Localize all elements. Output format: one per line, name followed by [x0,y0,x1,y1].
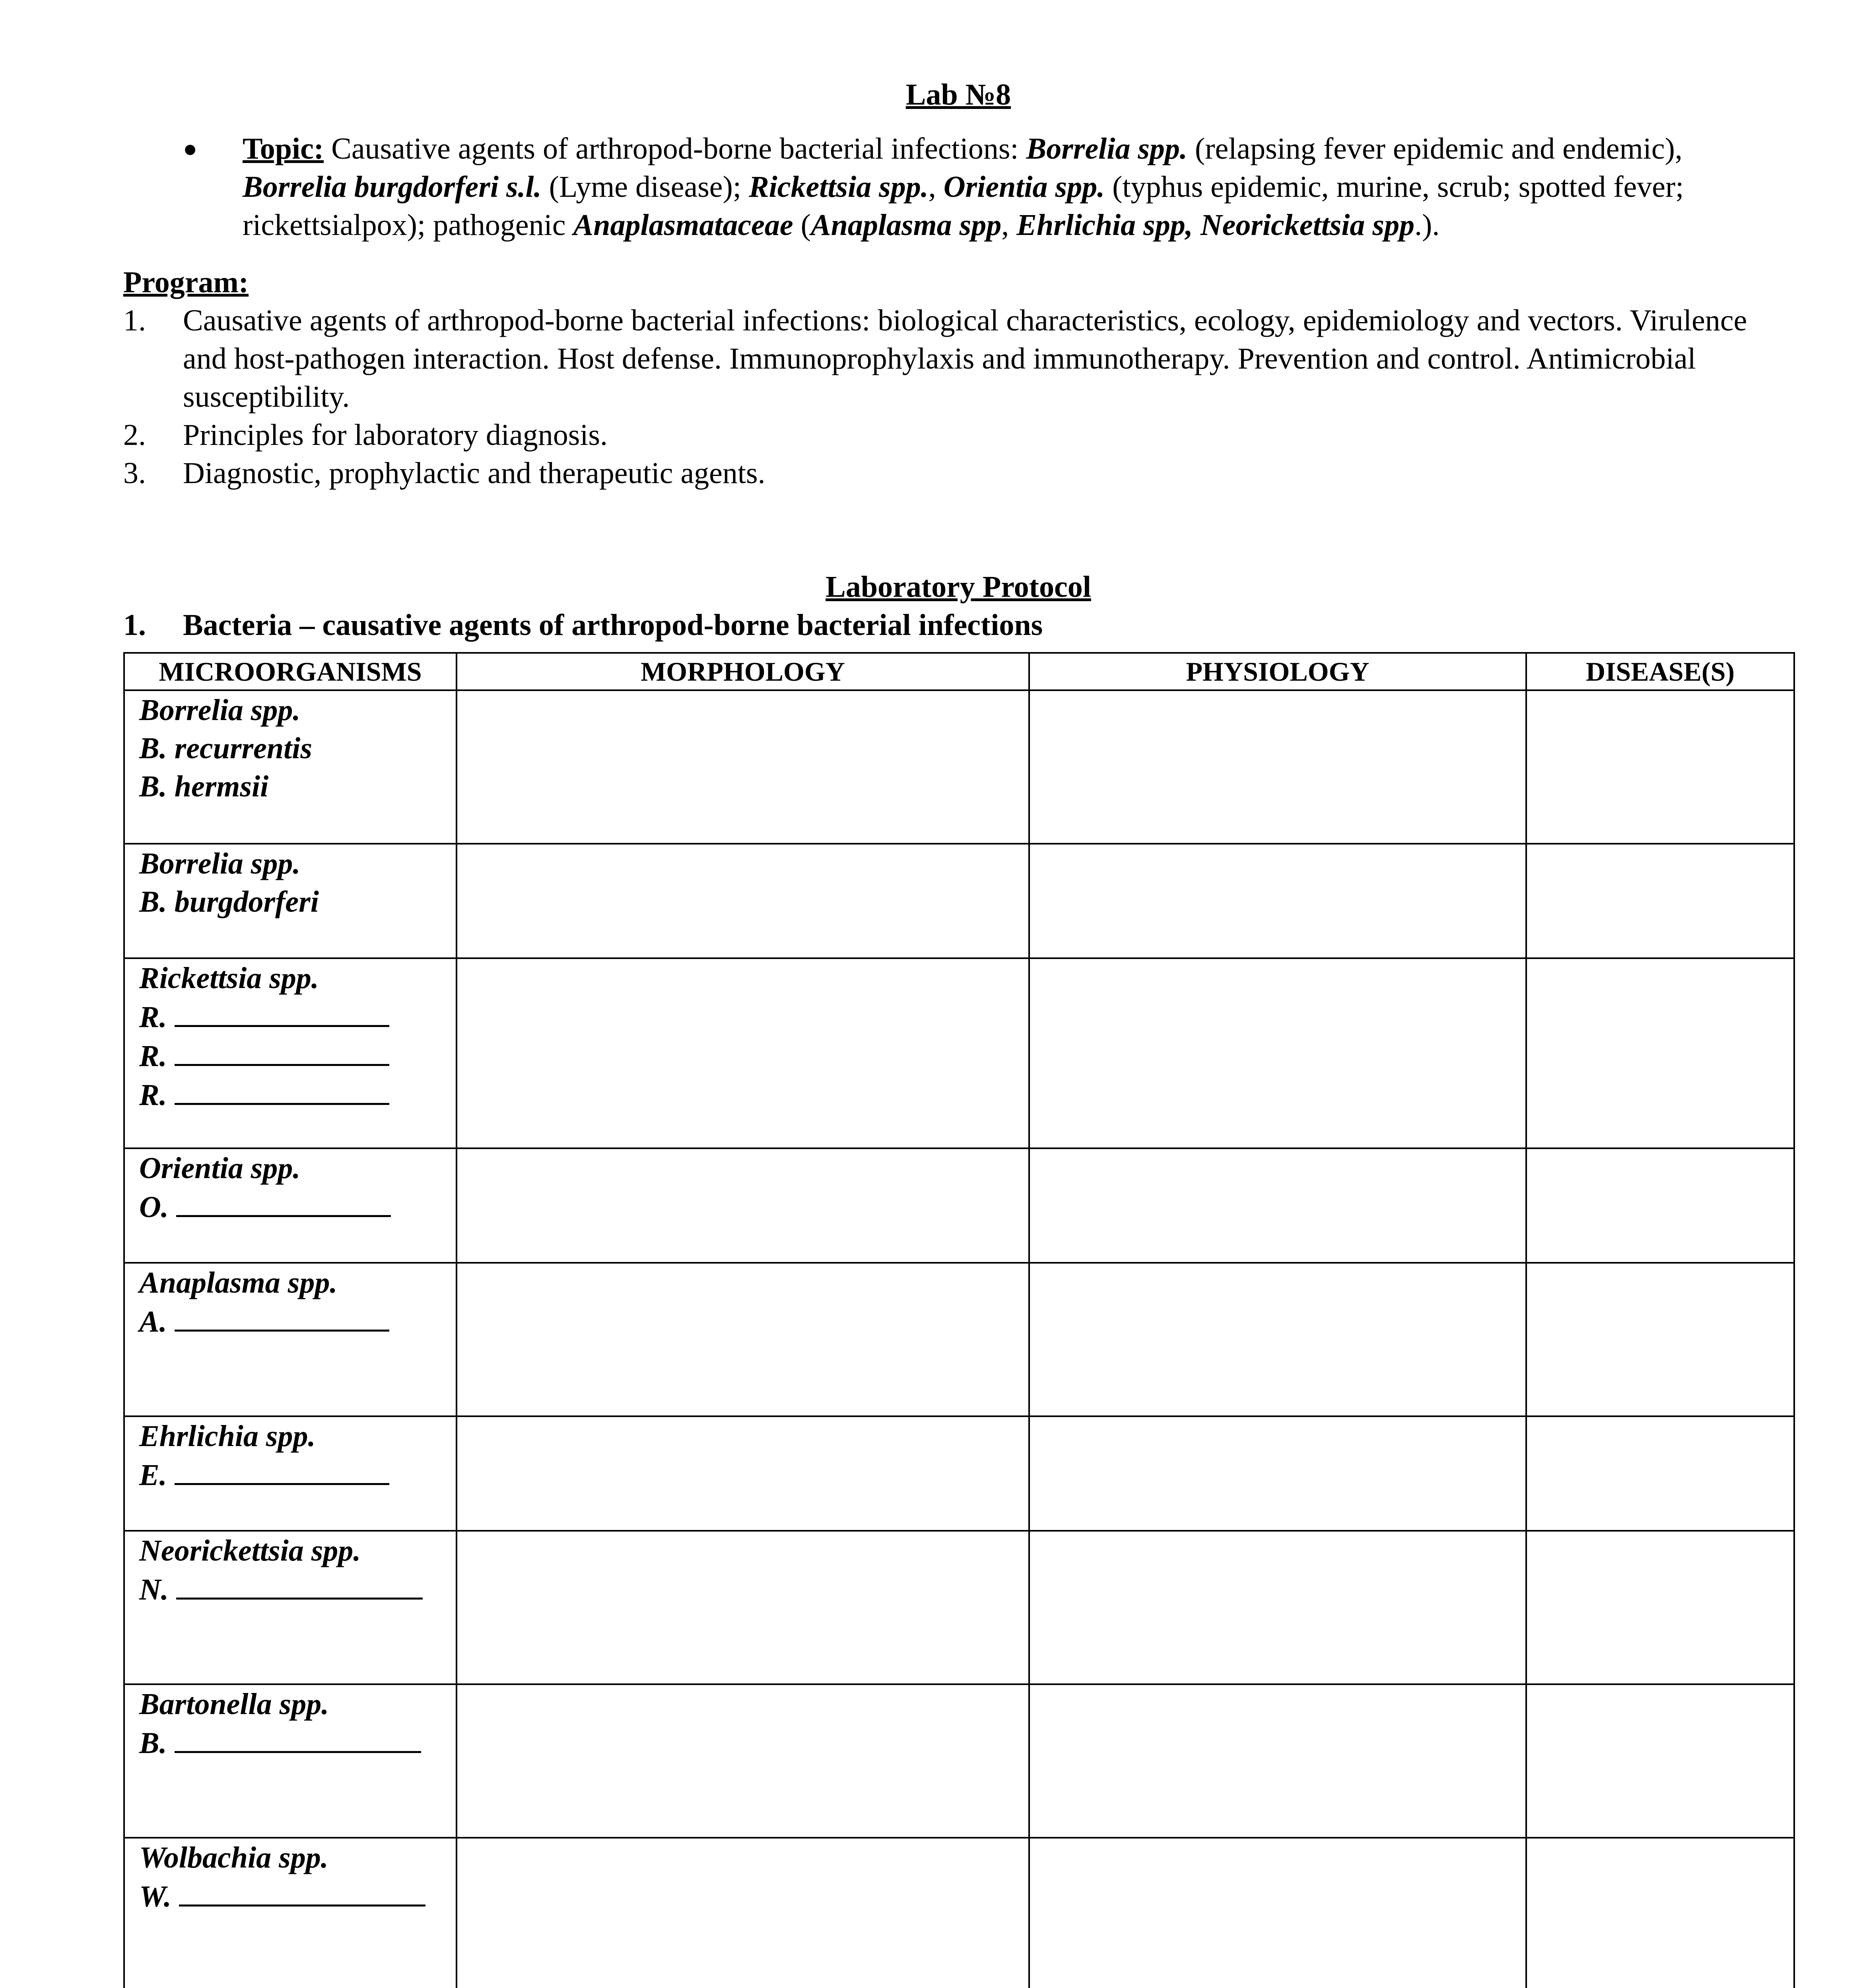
morphology-cell[interactable] [457,1416,1029,1531]
list-text: Principles for laboratory diagnosis. [183,418,608,452]
topic-taxon: Ehrlichia spp, Neorickettsia spp [1016,208,1414,242]
document-page [123,76,1793,1988]
column-header: DISEASE(S) [1526,653,1794,690]
disease-cell[interactable] [1526,844,1794,958]
organism-prefix: N. [139,1573,169,1606]
physiology-cell[interactable] [1029,844,1526,958]
organism-cell [124,958,457,1148]
protocol-title: Laboratory Protocol [826,570,1091,604]
organism-prefix: R. [139,1078,167,1112]
column-header: MORPHOLOGY [457,653,1029,690]
table-row [124,1148,1794,1263]
list-text: Causative agents of arthropod-borne bacterial infections: biological characteristics, ecology, epidemiology and vectors. Virulence and host-pathogen interaction. Host defense. Immunoprophylaxis and immunotherapy. Prevention and control. Antimicrobial susceptibility. [183,304,1747,414]
topic-taxon: Borrelia burgdorferi s.l. [243,170,542,204]
section-number: 1. [123,608,146,642]
organism-species: B. recurrentis [139,732,312,765]
program-heading: Program: [123,266,249,299]
list-text: Diagnostic, prophylactic and therapeutic agents. [183,456,765,490]
list-number: 1. [123,304,146,337]
organism-genus: Orientia spp. [139,1151,301,1185]
list-item [123,454,1793,492]
table-row [124,1531,1794,1684]
table-row [124,958,1794,1148]
organism-prefix: E. [139,1458,167,1492]
morphology-cell[interactable] [457,690,1029,844]
disease-cell[interactable] [1526,1148,1794,1263]
column-header: PHYSIOLOGY [1029,653,1526,690]
organism-species: B. hermsii [139,770,269,803]
organism-genus: Neorickettsia spp. [139,1534,361,1567]
physiology-cell[interactable] [1029,1416,1526,1531]
table-row [124,1263,1794,1416]
organism-genus: Wolbachia spp. [139,1841,328,1874]
table-row [124,844,1794,958]
table-row [124,690,1794,844]
disease-cell[interactable] [1526,1416,1794,1531]
organism-genus: Rickettsia spp. [139,961,319,995]
table-row [124,1838,1794,1988]
physiology-cell[interactable] [1029,1684,1526,1838]
list-item [123,416,1793,454]
organism-genus: Ehrlichia spp. [139,1419,316,1453]
morphology-cell[interactable] [457,958,1029,1148]
topic-part: (typhus epidemic, murine, scrub; spotted fever; rickettsialpox); pathogenic [243,170,1684,242]
topic-label: Topic: [243,132,324,165]
topic-part: , [1001,208,1017,242]
fill-in-blank[interactable] [176,1187,391,1217]
program-list [123,301,1793,492]
fill-in-blank[interactable] [175,1075,389,1105]
morphology-cell[interactable] [457,1684,1029,1838]
fill-in-blank[interactable] [175,1723,421,1753]
list-number: 3. [123,456,146,490]
fill-in-blank[interactable] [176,1570,423,1600]
organism-genus: Borrelia spp. [139,693,301,727]
topic-part: (Lyme disease); [541,170,749,204]
bullet-icon: ● [183,136,198,162]
morphology-cell[interactable] [457,1263,1029,1416]
page-title: Lab №8 [905,78,1011,111]
organism-cell [124,1263,457,1416]
disease-cell[interactable] [1526,1531,1794,1684]
organism-species: B. burgdorferi [139,885,319,918]
section-1-heading [123,606,1793,644]
organism-prefix: O. [139,1190,169,1224]
topic-taxon: Rickettsia spp. [748,170,929,204]
topic-part: Causative agents of arthropod-borne bacterial infections: [324,132,1026,165]
list-number: 2. [123,418,146,452]
section-title: Bacteria – causative agents of arthropod-borne bacterial infections [183,608,1043,642]
physiology-cell[interactable] [1029,1263,1526,1416]
morphology-cell[interactable] [457,1838,1029,1988]
organism-genus: Borrelia spp. [139,847,301,880]
organism-prefix: W. [139,1880,171,1913]
topic-taxon: Anaplasmataceae [573,208,793,242]
morphology-cell[interactable] [457,1531,1029,1684]
organism-prefix: A. [139,1305,167,1338]
fill-in-blank[interactable] [175,1036,389,1066]
organism-cell [124,1838,457,1988]
list-item [123,301,1793,416]
topic-text [243,130,1793,244]
column-header: MICROORGANISMS [124,653,457,690]
topic-part: , [928,170,944,204]
microorganisms-table [123,652,1795,1988]
fill-in-blank[interactable] [175,997,389,1027]
disease-cell[interactable] [1526,1838,1794,1988]
physiology-cell[interactable] [1029,958,1526,1148]
topic-bullet [183,130,1793,244]
organism-cell [124,690,457,844]
disease-cell[interactable] [1526,1684,1794,1838]
physiology-cell[interactable] [1029,1531,1526,1684]
table-row [124,1416,1794,1531]
organism-genus: Bartonella spp. [139,1687,329,1721]
topic-part: ( [793,208,811,242]
physiology-cell[interactable] [1029,690,1526,844]
fill-in-blank[interactable] [175,1302,389,1332]
organism-cell [124,1416,457,1531]
topic-part: .). [1414,208,1440,242]
organism-prefix: B. [139,1726,167,1760]
organism-cell [124,844,457,958]
topic-part: (relapsing fever epidemic and endemic), [1187,132,1682,165]
morphology-cell[interactable] [457,1148,1029,1263]
morphology-cell[interactable] [457,844,1029,958]
physiology-cell[interactable] [1029,1838,1526,1988]
organism-prefix: R. [139,1039,167,1073]
organism-cell [124,1684,457,1838]
organism-cell [124,1531,457,1684]
organism-cell [124,1148,457,1263]
topic-taxon: Anaplasma spp [810,208,1002,242]
fill-in-blank[interactable] [179,1877,425,1906]
organism-prefix: R. [139,1000,167,1034]
fill-in-blank[interactable] [175,1455,389,1485]
disease-cell[interactable] [1526,1263,1794,1416]
disease-cell[interactable] [1526,690,1794,844]
table-row [124,1684,1794,1838]
physiology-cell[interactable] [1029,1148,1526,1263]
disease-cell[interactable] [1526,958,1794,1148]
topic-taxon: Orientia spp. [943,170,1105,204]
organism-genus: Anaplasma spp. [139,1266,338,1299]
table-header-row [124,653,1794,690]
topic-taxon: Borrelia spp. [1026,132,1187,165]
